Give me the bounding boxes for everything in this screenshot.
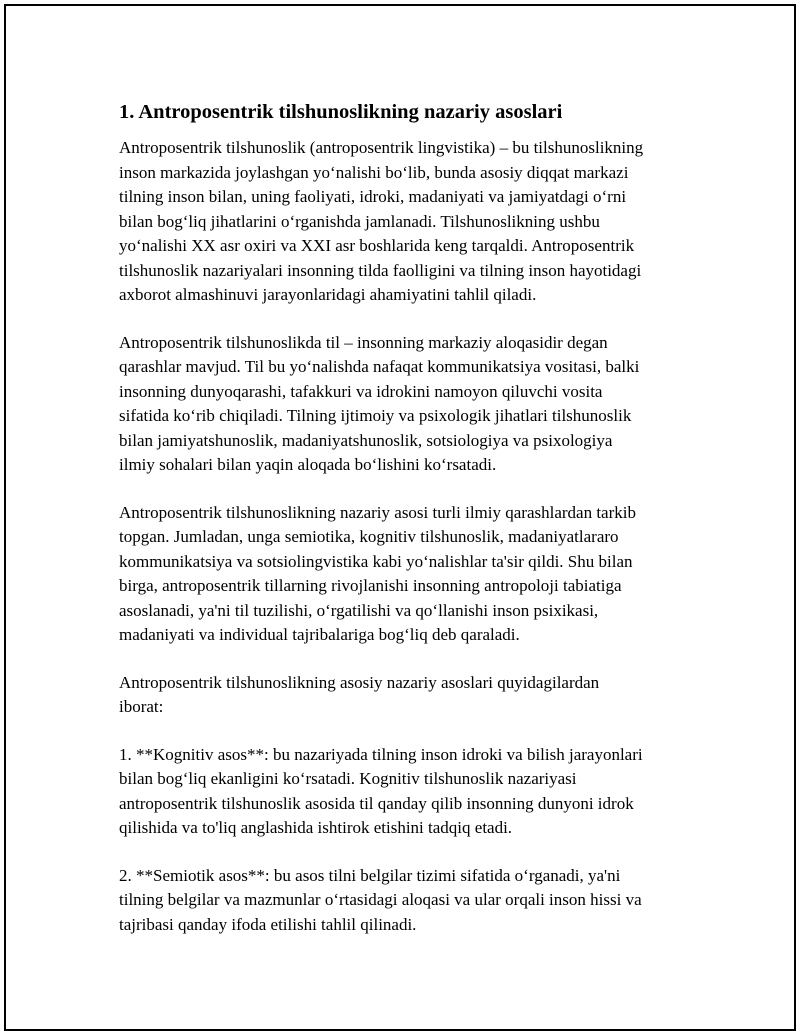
paragraph-intro: Antroposentrik tilshunoslik (antroposentrik lingvistika) – bu tilshunoslikning inson markazida joylashgan yo‘nalishi bo‘lib, bunda asosiy diqqat markazi tilning inson bilan, uning faoliyati, idroki, madaniyati va jamiyatdagi o‘rni bilan bog‘liq jihatlarini o‘rganishda jamlanadi. Tilshunoslikning ushbu yo‘nalishi XX asr oxiri va XXI asr boshlarida keng tarqaldi. Antroposentrik tilshunoslik nazariyalari insonning tilda faolligini va tilning inson hayotidagi axborot almashinuvi jarayonlaridagi ahamiyatini tahlil qiladi. [119,138,644,304]
section-heading: 1. Antroposentrik tilshunoslikning nazariy asoslari [119,101,563,123]
paragraph-language-role: Antroposentrik tilshunoslikda til – insonning markaziy aloqasidir degan qarashlar mavjud. Til bu yo‘nalishda nafaqat kommunikatsiya vositasi, balki insonning dunyoqarashi, tafakkuri va idrokini namoyon qiluvchi vosita sifatida ko‘rib chiqiladi. Tilning ijtimoiy va psixologik jihatlari tilshunoslik bilan jamiyatshunoslik, madaniyatshunoslik, sotsiologiya va psixologiya ilmiy sohalari bilan yaqin aloqada bo‘lishini ko‘rsatadi. [119,332,640,474]
page-frame [4,4,796,1031]
list-item-cognitive-basis: 1. **Kognitiv asos**: bu nazariyada tilning inson idroki va bilish jarayonlari bilan bog‘liq ekanligini ko‘rsatadi. Kognitiv tilshunoslik nazariyasi antroposentrik tilshunoslik asosida til qanday qilib insonning dunyoni idrok qilishida va to'liq anglashida ishtirok etishini tadqiq etadi. [119,744,643,837]
paragraph-theoretical-basis: Antroposentrik tilshunoslikning nazariy asosi turli ilmiy qarashlardan tarkib topgan. Jumladan, unga semiotika, kognitiv tilshunoslik, madaniyatlararo kommunikatsiya va sotsiolingvistika kabi yo‘nalishlar ta'sir qildi. Shu bilan birga, antroposentrik tillarning rivojlanishi insonning antropoloji tabiatiga asoslanadi, ya'ni til tuzilishi, o‘rgatilishi va qo‘llanishi inson psixikasi, madaniyati va individual tajribalariga bog‘liq deb qaraladi. [119,502,636,644]
paragraph-list-intro: Antroposentrik tilshunoslikning asosiy nazariy asoslari quyidagilardan iborat: [119,672,600,716]
document-body [119,98,699,960]
list-item-semiotic-basis: 2. **Semiotik asos**: bu asos tilni belgilar tizimi sifatida o‘rganadi, ya'ni tilning belgilar va mazmunlar o‘rtasidagi aloqasi va ular orqali inson hissi va tajribasi qanday ifoda etilishi tahlil qilinadi. [119,865,642,934]
